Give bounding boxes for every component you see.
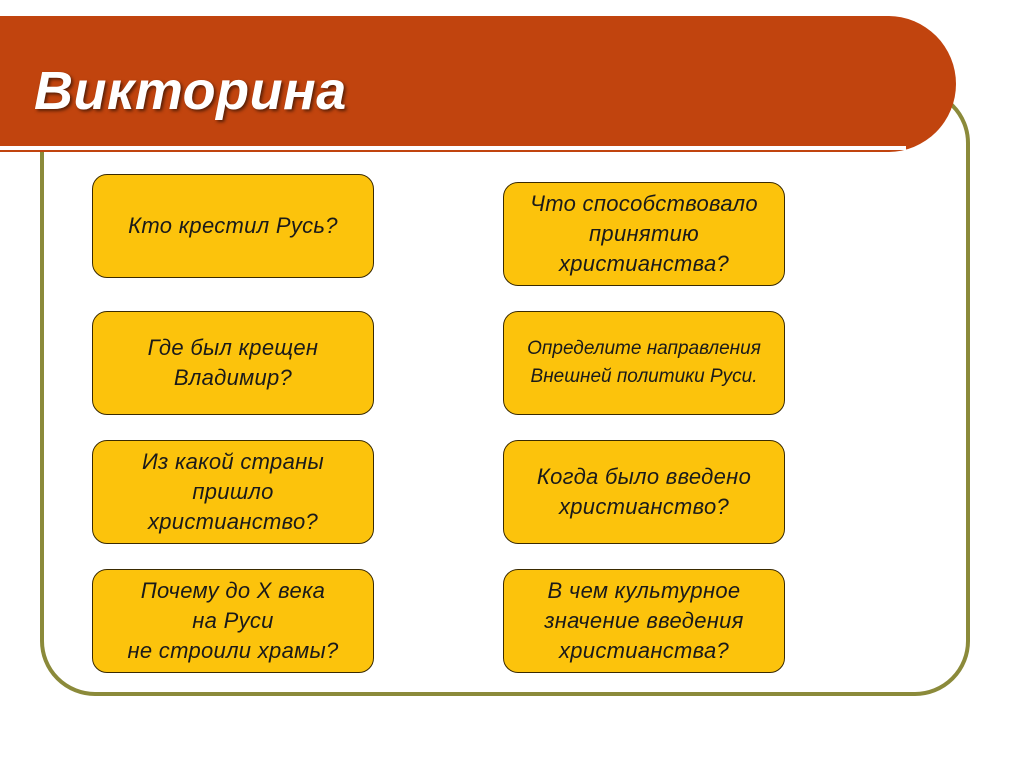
question-card-cultural-significance[interactable]: [503, 569, 785, 673]
question-card-when-introduced[interactable]: [503, 440, 785, 544]
question-text: Что способствовало принятию христианства?: [530, 191, 758, 276]
question-card-why-no-temples[interactable]: [92, 569, 374, 673]
question-text: Почему до X века на Руси не строили храмы?: [127, 578, 339, 663]
question-text: Из какой страны пришло христианство?: [141, 449, 324, 534]
question-card-what-contributed[interactable]: [503, 182, 785, 286]
title-underline: [0, 146, 906, 150]
question-text: Кто крестил Русь?: [128, 213, 338, 238]
question-card-where-baptized[interactable]: [92, 311, 374, 415]
question-card-who-baptized[interactable]: [92, 174, 374, 278]
question-card-foreign-policy[interactable]: [503, 311, 785, 415]
title-bar: [0, 16, 956, 152]
question-text: Определите направления Внешней политики Руси.: [527, 338, 761, 387]
question-text: Когда было введено христианство?: [536, 464, 752, 519]
question-text: В чем культурное значение введения христианства?: [544, 578, 744, 663]
question-card-which-country[interactable]: [92, 440, 374, 544]
slide-title: Викторина: [34, 61, 347, 121]
question-text: Где был крещен Владимир?: [147, 335, 319, 390]
